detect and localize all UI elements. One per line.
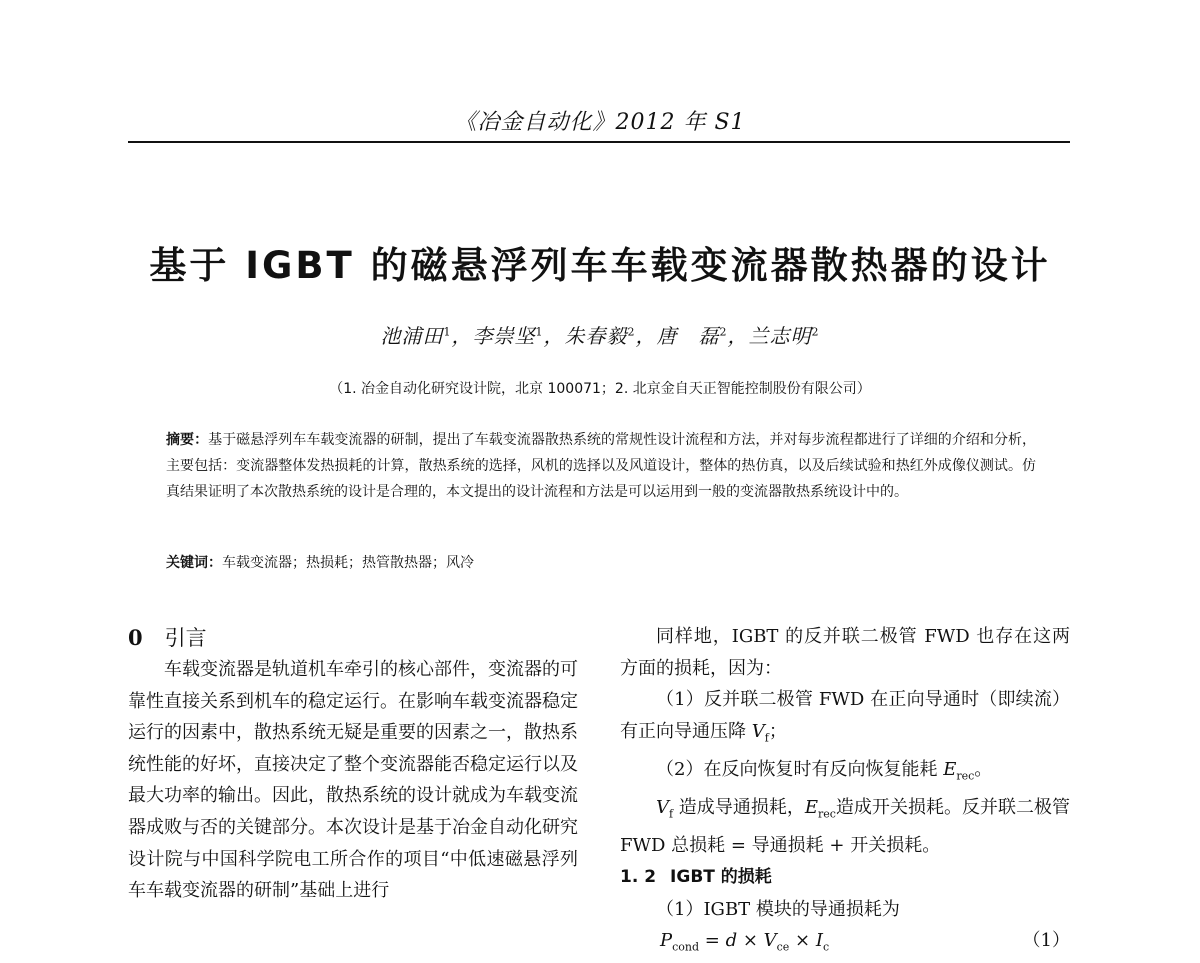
abstract [166, 427, 1036, 505]
author-affil-mark: 2 [719, 325, 728, 339]
abstract-text: 基于磁悬浮列车车载变流器的研制，提出了车载变流器散热系统的常规性设计流程和方法，并对每步流程都进行了详细的介绍和分析，主要包括：变流器整体发热损耗的计算，散热系统的选择，风机的选择以及风道设计，整体的热仿真，以及后续试验和热红外成像仪测试。仿真结果证明了本次散热系统的设计是合理的，本文提出的设计流程和方法是可以运用到一般的变流器散热系统设计中的。 [166, 432, 1037, 500]
keywords [166, 552, 1036, 572]
keywords-text: 车载变流器；热损耗；热管散热器；风冷 [222, 555, 474, 571]
keywords-label: 关键词： [166, 555, 222, 571]
affiliations: （1. 冶金自动化研究设计院，北京 100071；2. 北京金自天正智能控制股份有限公司） [329, 381, 871, 397]
author-name: 唐 磊 [656, 324, 720, 348]
intro-paragraph: 车载变流器是轨道机车牵引的核心部件，变流器的可靠性直接关系到机车的稳定运行。在影响车载变流器稳定运行的因素中，散热系统无疑是重要的因素之一，散热系统性能的好坏，直接决定了整个变流器能否稳定运行以及最大功率的输出。因此，散热系统的设计就成为车载变流器成败与否的关键部分。本次设计是基于冶金自动化研究设计院与中国科学院电工所合作的项目“中低速磁悬浮列车车载变流器的研制”基础上进行 [128, 659, 578, 902]
subsection-title: IGBT 的损耗 [670, 866, 772, 887]
section-heading [128, 622, 207, 652]
fwd-item-2: （2）在反向恢复时有反向恢复能耗 $E_{rec}$。 [656, 758, 993, 783]
author-name: 兰志明 [748, 324, 812, 348]
right-column [620, 621, 1070, 957]
journal-header: 《冶金自动化》2012 年 S1 [454, 110, 746, 135]
fwd-item-1: （1）反并联二极管 FWD 在正向导通时（即续流）有正向导通压降 $V_f$； [620, 689, 1070, 745]
subsection-heading [620, 862, 1070, 894]
left-column [128, 654, 578, 907]
author-name: 李崇坚 [472, 324, 536, 348]
author-name: 池浦田 [380, 324, 444, 348]
header-rule [128, 141, 1070, 143]
section-title: 引言 [164, 626, 207, 650]
paper-title: 基于 IGBT 的磁悬浮列车车载变流器散热器的设计 [149, 244, 1051, 287]
igbt-conduction-paragraph: （1）IGBT 模块的导通损耗为 [656, 898, 900, 920]
author-name: 朱春毅 [564, 324, 628, 348]
author-affil-mark: 2 [811, 325, 820, 339]
equation-expression: $P_{cond} = d \times V_{ce} \times I_c$ [660, 930, 830, 954]
author-affil-mark: 1 [443, 325, 452, 339]
author-affil-mark: 1 [535, 325, 544, 339]
section-number: 0 [128, 625, 143, 650]
author-affil-mark: 2 [627, 325, 636, 339]
abstract-label: 摘要： [166, 432, 209, 448]
equation-number: （1） [1022, 930, 1070, 952]
author-list: 池浦田$^1$，李崇坚$^1$，朱春毅$^2$，唐 磊$^2$，兰志明$^2$ [380, 324, 820, 348]
subsection-number: 1. 2 [620, 866, 657, 887]
fwd-loss-paragraph: $V_f$ 造成导通损耗，$E_{rec}$造成开关损耗。反并联二极管 FWD 总损耗 = 导通损耗 + 开关损耗。 [620, 797, 1070, 857]
fwd-paragraph: 同样地，IGBT 的反并联二极管 FWD 也存在这两方面的损耗，因为： [620, 626, 1070, 679]
